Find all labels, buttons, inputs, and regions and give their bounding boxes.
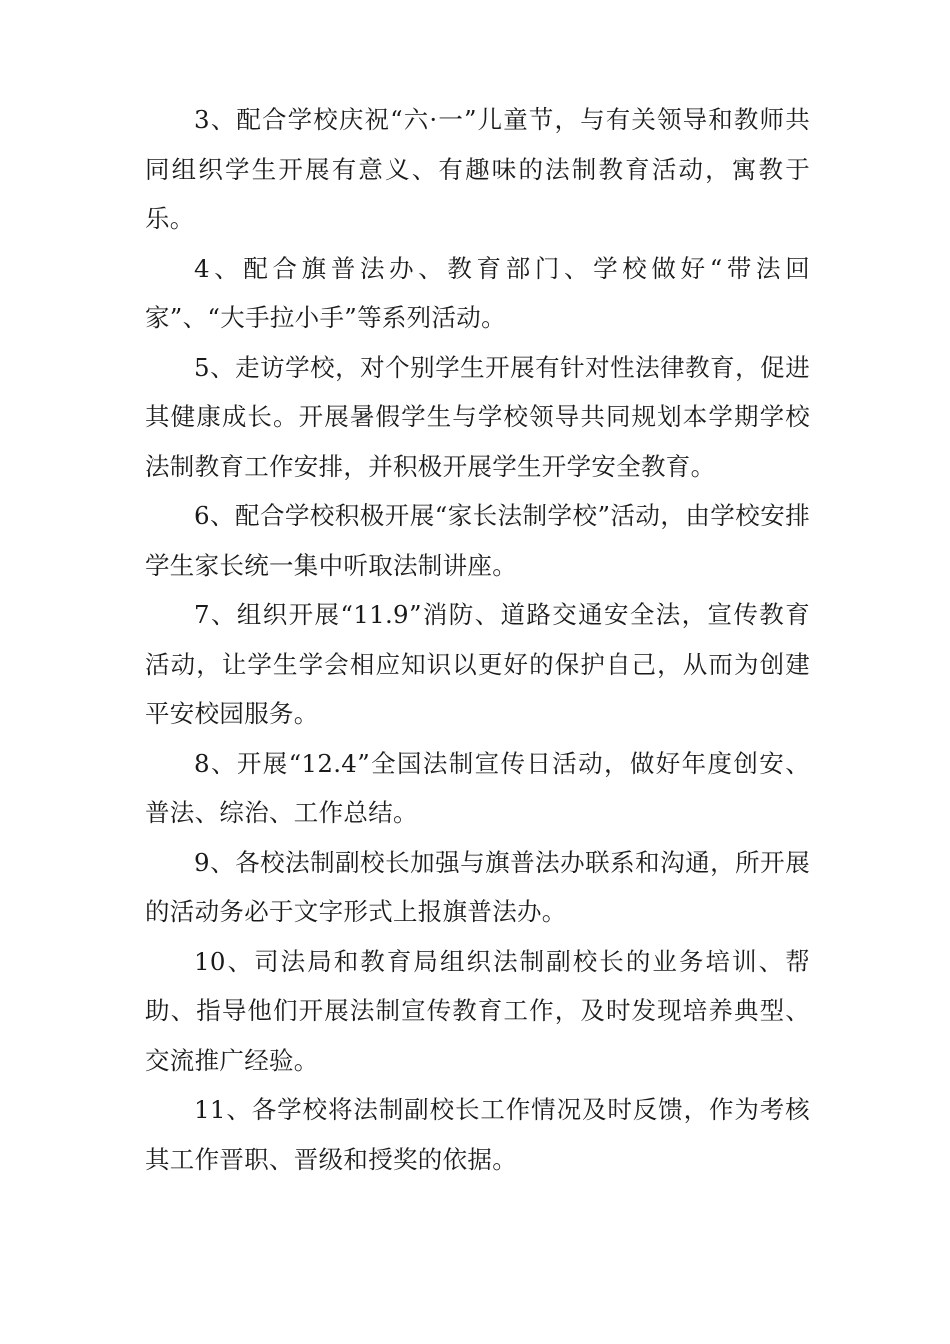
paragraph-item-11: 11、各学校将法制副校长工作情况及时反馈，作为考核其工作晋职、晋级和授奖的依据。 [145,1095,810,1174]
paragraph-item-7: 7、组织开展“11.9”消防、道路交通安全法，宣传教育活动，让学生学会相应知识以更好的保护自己，从而为创建平安校园服务。 [145,600,810,728]
paragraph-item-6: 6、配合学校积极开展“家长法制学校”活动，由学校安排学生家长统一集中听取法制讲座。 [145,501,810,580]
paragraph-item-10: 10、司法局和教育局组织法制副校长的业务培训、帮助、指导他们开展法制宣传教育工作，及时发现培养典型、交流推广经验。 [145,946,810,1075]
paragraph-item-9: 9、各校法制副校长加强与旗普法办联系和沟通，所开展的活动务必于文字形式上报旗普法办。 [145,847,810,926]
document-body [145,95,810,1184]
paragraph-item-8: 8、开展“12.4”全国法制宣传日活动，做好年度创安、普法、综治、工作总结。 [145,748,810,827]
paragraph-item-3: 3、配合学校庆祝“六·一”儿童节，与有关领导和教师共同组织学生开展有意义、有趣味的法制教育活动，寓教于乐。 [145,105,810,233]
paragraph-item-4: 4、配合旗普法办、教育部门、学校做好“带法回家”、“大手拉小手”等系列活动。 [145,253,810,332]
paragraph-item-5: 5、走访学校，对个别学生开展有针对性法律教育，促进其健康成长。开展暑假学生与学校领导共同规划本学期学校法制教育工作安排，并积极开展学生开学安全教育。 [145,352,810,481]
